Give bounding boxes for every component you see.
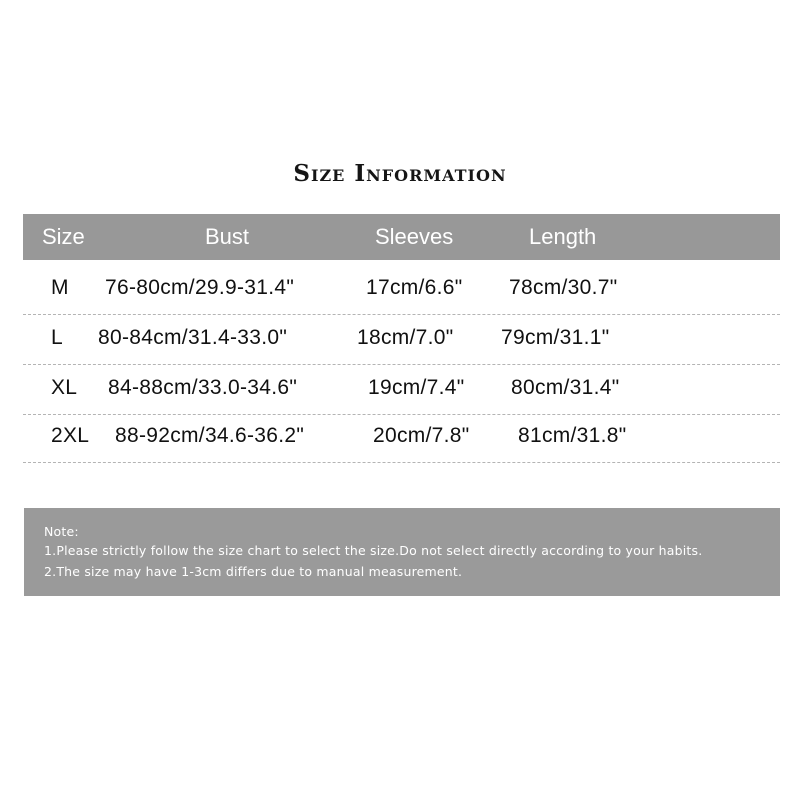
cell-length: 79cm/31.1" — [501, 326, 610, 349]
note-line-1: 1.Please strictly follow the size chart to select the size.Do not select directly according to your habits. — [44, 543, 703, 558]
note-heading: Note: — [44, 524, 79, 539]
cell-sleeves: 17cm/6.6" — [366, 276, 463, 299]
cell-sleeves: 18cm/7.0" — [357, 326, 454, 349]
table-row — [23, 266, 780, 315]
table-row — [23, 316, 780, 365]
header-size: Size — [42, 224, 85, 249]
cell-size: XL — [51, 376, 78, 399]
cell-sleeves: 20cm/7.8" — [373, 424, 470, 447]
header-bust: Bust — [205, 224, 250, 249]
page-title: Size Information — [293, 160, 507, 187]
table-row — [23, 414, 780, 463]
note-line-2: 2.The size may have 1-3cm differs due to manual measurement. — [44, 564, 463, 579]
cell-bust: 84-88cm/33.0-34.6" — [108, 376, 298, 399]
cell-bust: 76-80cm/29.9-31.4" — [105, 276, 295, 299]
cell-length: 80cm/31.4" — [511, 376, 620, 399]
cell-size: M — [51, 276, 69, 299]
table-row — [23, 366, 780, 415]
cell-sleeves: 19cm/7.4" — [368, 376, 465, 399]
table-header — [23, 214, 780, 260]
cell-size: 2XL — [51, 424, 90, 447]
header-length: Length — [529, 224, 597, 249]
cell-size: L — [51, 326, 63, 349]
cell-length: 78cm/30.7" — [509, 276, 618, 299]
cell-bust: 88-92cm/34.6-36.2" — [115, 424, 305, 447]
note-box — [24, 508, 780, 596]
cell-length: 81cm/31.8" — [518, 424, 627, 447]
cell-bust: 80-84cm/31.4-33.0" — [98, 326, 288, 349]
header-sleeves: Sleeves — [375, 224, 454, 249]
